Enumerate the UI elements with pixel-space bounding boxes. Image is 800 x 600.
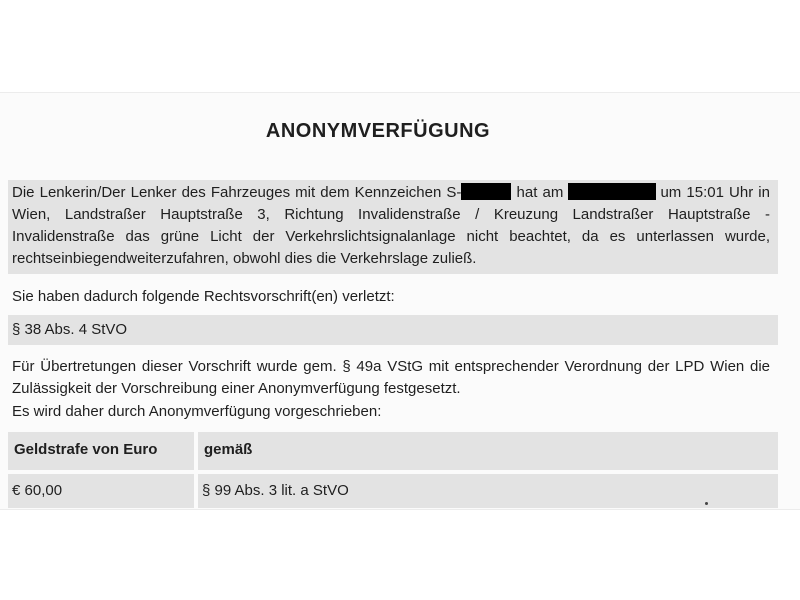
fine-amount: € 60,00 xyxy=(12,482,63,499)
fine-table-header-amount: Geldstrafe von Euro xyxy=(14,441,158,458)
violation-text-details: um 15:01 Uhr in Wien, Landstraßer Hauptstraße 3, Richtung Invalidenstraße / Kreuzung Landstraßer Hauptstraße - Invalidenstraße das grüne Licht der Verkehrslichtsignalanlage nicht beachtet, da es unterlassen wurde, rechtseinbiegendweiterzufahren, obwohl dies die Verkehrslage zuließ. xyxy=(12,184,770,267)
violation-text-date: hat am xyxy=(511,184,569,201)
prescription-intro: Es wird daher durch Anonymverfügung vorgeschrieben: xyxy=(12,403,382,420)
fine-table-header-cell-basis xyxy=(198,432,778,470)
redacted-license-plate xyxy=(461,183,511,200)
violation-paragraph xyxy=(12,182,770,270)
fine-legal-basis: § 99 Abs. 3 lit. a StVO xyxy=(202,482,349,499)
document-title: ANONYMVERFÜGUNG xyxy=(265,120,491,142)
violated-intro: Sie haben dadurch folgende Rechtsvorschrift(en) verletzt: xyxy=(12,288,395,305)
scan-bottom-edge xyxy=(0,509,800,510)
scan-speck xyxy=(705,502,708,505)
legal-basis-paragraph: Für Übertretungen dieser Vorschrift wurde gem. § 49a VStG mit entsprechender Verordnung der LPD Wien die Zulässigkeit der Vorschreibung einer Anonymverfügung festgesetzt. xyxy=(12,358,770,397)
fine-table-header-basis: gemäß xyxy=(204,441,253,458)
redacted-date xyxy=(568,183,656,200)
violation-text-plate: Die Lenkerin/Der Lenker des Fahrzeuges mit dem Kennzeichen S- xyxy=(12,184,462,201)
violated-rule: § 38 Abs. 4 StVO xyxy=(12,321,128,338)
scan-top-edge xyxy=(0,92,800,93)
